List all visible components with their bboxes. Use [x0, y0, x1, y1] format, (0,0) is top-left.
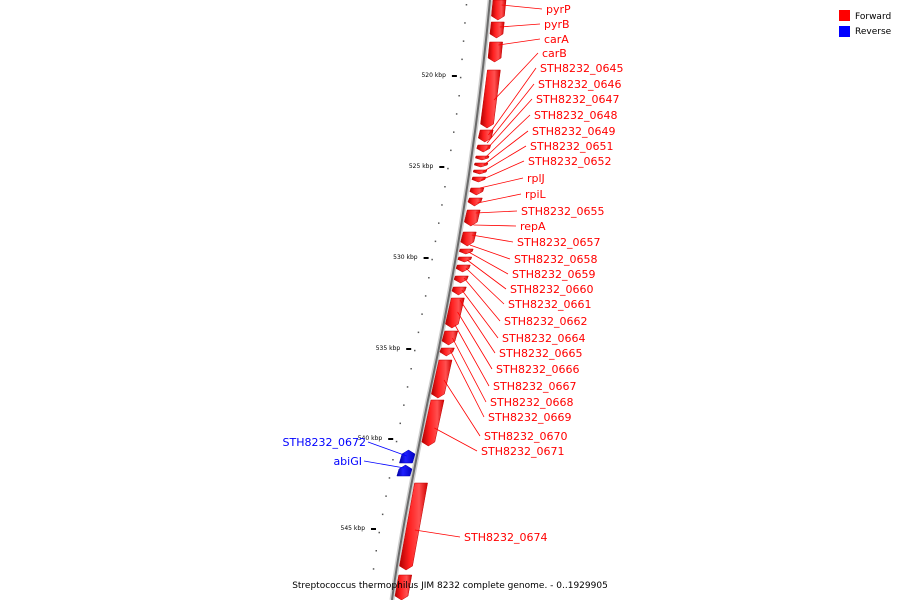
scale-dot: [435, 241, 437, 243]
major-tick: [406, 348, 411, 350]
forward-gene-feature: [456, 265, 470, 272]
label-leader-line: [470, 245, 510, 259]
scale-dot: [418, 332, 420, 334]
scale-dot: [425, 295, 427, 297]
gene-label: carB: [542, 47, 567, 60]
label-leader-line: [450, 350, 484, 417]
forward-gene-feature: [491, 0, 506, 20]
gene-label: pyrB: [544, 18, 570, 31]
gene-label: STH8232_0649: [532, 125, 616, 138]
legend: [839, 10, 892, 37]
scale-dot: [400, 423, 402, 425]
label-leader-line: [498, 39, 540, 45]
label-leader-line: [494, 53, 538, 100]
gene-label: STH8232_0671: [481, 445, 565, 458]
gene-label: STH8232_0664: [502, 332, 586, 345]
gene-label: rpiL: [525, 188, 546, 201]
legend-swatch-reverse: [839, 26, 850, 37]
scale-dot: [392, 459, 394, 461]
reverse-gene-feature: [399, 450, 415, 463]
scale-dot: [403, 404, 405, 406]
label-leader-line: [368, 442, 407, 456]
scale-dot: [458, 95, 460, 97]
gene-label: STH8232_0655: [521, 205, 605, 218]
gene-label: STH8232_0662: [504, 315, 588, 328]
forward-gene-feature: [454, 276, 468, 283]
forward-gene-feature: [490, 22, 504, 38]
major-tick: [452, 75, 457, 77]
scale-dot: [441, 204, 443, 206]
gene-label: STH8232_0670: [484, 430, 568, 443]
gene-label: STH8232_0661: [508, 298, 592, 311]
label-leader-line: [500, 24, 540, 27]
gene-label: STH8232_0674: [464, 531, 548, 544]
label-leader-line: [434, 428, 477, 451]
gene-label: STH8232_0660: [510, 283, 594, 296]
label-leader-line: [476, 211, 517, 213]
scale-dot: [460, 77, 462, 79]
label-leader-line: [474, 225, 517, 226]
forward-gene-feature: [461, 232, 477, 246]
scale-dot: [382, 514, 384, 516]
scale-dot: [453, 131, 455, 133]
major-tick: [439, 166, 444, 168]
tick-label: 540 kbp: [357, 435, 383, 442]
scale-dot: [461, 59, 463, 61]
scale-dot: [450, 150, 452, 152]
gene-label: carA: [544, 33, 569, 46]
gene-label: STH8232_0652: [528, 155, 612, 168]
gene-label: STH8232_0657: [517, 236, 601, 249]
scale-dot: [376, 550, 378, 552]
gene-label: STH8232_0648: [534, 109, 618, 122]
gene-label: STH8232_0665: [499, 347, 583, 360]
scale-dot: [410, 368, 412, 370]
tick-label: 535 kbp: [375, 345, 401, 352]
scale-dot: [396, 441, 398, 443]
gene-label: STH8232_0667: [493, 380, 577, 393]
scale-dot: [447, 168, 449, 170]
forward-gene-feature: [470, 188, 484, 195]
gene-label: STH8232_0672: [282, 436, 366, 449]
gene-label: STH8232_0645: [540, 62, 624, 75]
legend-label-forward: Forward: [855, 12, 892, 22]
label-leader-line: [469, 252, 508, 274]
scale-dot: [438, 222, 440, 224]
scale-dot: [385, 495, 387, 497]
major-tick: [388, 438, 393, 440]
scale-dot: [464, 22, 466, 24]
major-tick: [371, 528, 376, 530]
gene-label: pyrP: [546, 3, 571, 16]
genome-backbone: [392, 0, 490, 600]
scale-dot: [463, 40, 465, 42]
gene-label: STH8232_0669: [488, 411, 572, 424]
scale-dot: [407, 386, 409, 388]
scale-dot: [379, 532, 381, 534]
tick-label: 530 kbp: [393, 254, 418, 261]
forward-gene-feature: [475, 156, 489, 160]
label-leader-line: [483, 146, 527, 172]
forward-gene-feature: [472, 177, 486, 182]
scale-dot: [431, 259, 433, 261]
gene-label: STH8232_0659: [512, 268, 596, 281]
scale-dot: [373, 568, 375, 570]
gene-label: STH8232_0666: [496, 363, 580, 376]
scale-dot: [456, 113, 458, 115]
forward-gene-feature: [477, 145, 491, 152]
gene-label: repA: [520, 220, 546, 233]
gene-label: STH8232_0647: [536, 93, 620, 106]
label-leader-line: [472, 235, 513, 242]
tick-label: 545 kbp: [340, 525, 365, 532]
forward-gene-feature: [468, 198, 482, 206]
gene-label: STH8232_0658: [514, 253, 598, 266]
genome-caption: Streptococcus thermophilus JIM 8232 complete genome. - 0..1929905: [292, 581, 608, 591]
forward-gene-feature: [458, 257, 472, 262]
label-leader-line: [480, 178, 523, 188]
gene-label: STH8232_0668: [490, 396, 574, 409]
scale-dot: [466, 4, 468, 6]
gene-label: rplJ: [527, 172, 545, 185]
gene-label: abiGI: [333, 455, 362, 468]
reverse-gene-feature: [397, 465, 412, 476]
legend-swatch-forward: [839, 10, 850, 21]
forward-gene-feature: [464, 210, 480, 226]
label-leader-line: [415, 530, 460, 537]
scale-dot: [421, 313, 423, 315]
scale-dot: [444, 186, 446, 188]
legend-label-reverse: Reverse: [855, 27, 892, 37]
label-leader-line: [478, 194, 522, 203]
forward-gene-feature: [442, 331, 458, 345]
gene-label: STH8232_0651: [530, 140, 614, 153]
label-leader-line: [444, 380, 480, 436]
label-leader-line: [364, 461, 404, 468]
label-leader-line: [452, 338, 486, 402]
scale-dot: [389, 477, 391, 479]
tick-label: 520 kbp: [421, 72, 446, 79]
gene-label: STH8232_0646: [538, 78, 622, 91]
tick-label: 525 kbp: [408, 163, 434, 170]
major-tick: [424, 257, 429, 259]
scale-dot: [414, 350, 416, 352]
label-leader-line: [502, 5, 542, 9]
scale-dot: [428, 277, 430, 279]
